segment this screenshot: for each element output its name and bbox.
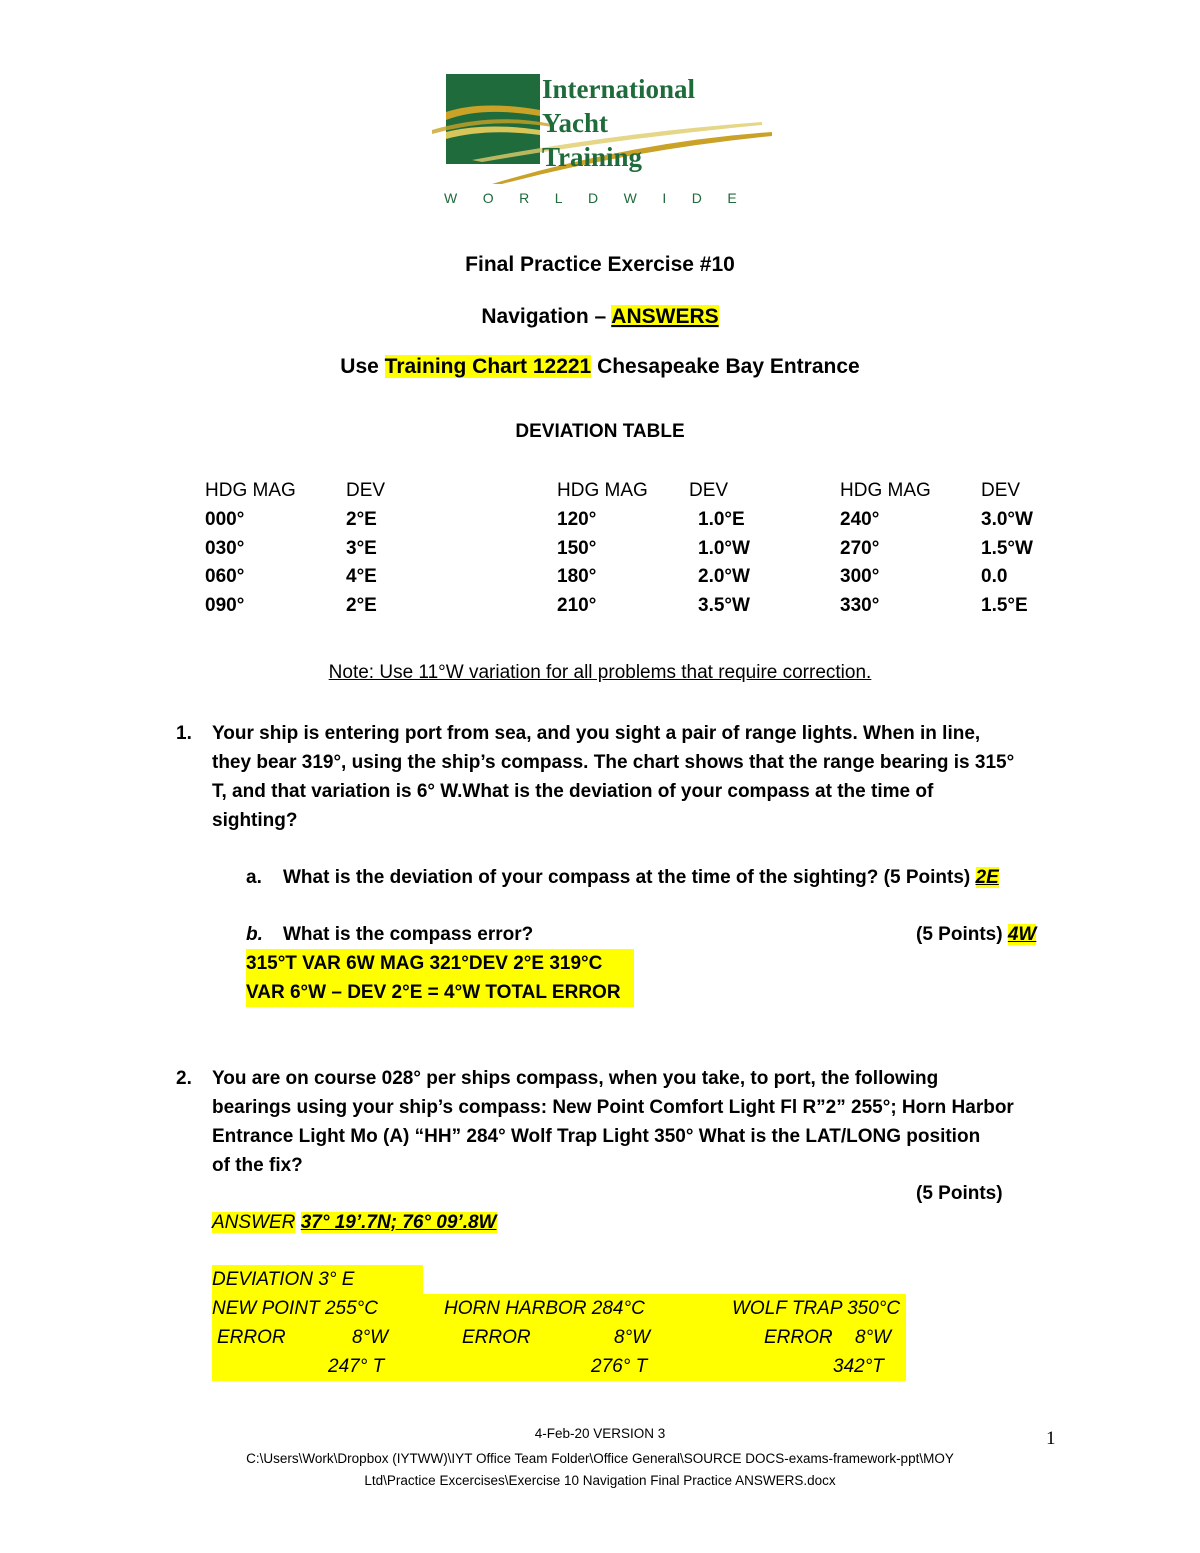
hdg-cell: 150° bbox=[557, 538, 597, 559]
logo-tagline: WORLDWIDE bbox=[444, 190, 763, 206]
question-2-points: (5 Points) bbox=[916, 1183, 1003, 1204]
dev-cell: 4°E bbox=[346, 566, 377, 587]
bearing-name: NEW POINT 255°C bbox=[212, 1298, 378, 1319]
question-1-text bbox=[212, 719, 1092, 835]
dev-header: DEV bbox=[981, 480, 1021, 501]
question-2-answer bbox=[212, 1208, 497, 1237]
variation-note: Note: Use 11°W variation for all problems that require correction. bbox=[328, 662, 872, 683]
bearing-name: HORN HARBOR 284°C bbox=[444, 1298, 645, 1319]
hdg-header: HDG MAG bbox=[205, 480, 296, 501]
bearing-name: WOLF TRAP 350°C bbox=[732, 1298, 901, 1319]
dev-cell: 2°E bbox=[346, 509, 377, 530]
question-2-line: bearings using your ship’s compass: New Point Comfort Light Fl R”2” 255°; Horn Harbor bbox=[212, 1097, 1014, 1118]
hdg-cell: 030° bbox=[205, 538, 245, 559]
dev-cell: 1.5°W bbox=[981, 538, 1033, 559]
question-1b-score bbox=[916, 920, 1036, 949]
question-2-line: You are on course 028° per ships compass, when you take, to port, the following bbox=[212, 1068, 939, 1089]
question-1-line: sighting? bbox=[212, 810, 298, 831]
question-1a-text: What is the deviation of your compass at the time of the sighting? bbox=[283, 867, 879, 888]
hdg-cell: 060° bbox=[205, 566, 245, 587]
true-bearing: 247° T bbox=[328, 1356, 385, 1377]
hdg-cell: 120° bbox=[557, 509, 597, 530]
deviation-table-title: DEVIATION TABLE bbox=[515, 421, 685, 442]
dev-cell: 3.5°W bbox=[698, 595, 750, 616]
dev-cell: 2.0°W bbox=[698, 566, 750, 587]
dev-cell: 1.0°W bbox=[698, 538, 750, 559]
hdg-cell: 330° bbox=[840, 595, 880, 616]
error-label: ERROR bbox=[462, 1327, 531, 1348]
answer-position: 37° 19’.7N; 76° 09’.8W bbox=[300, 1212, 497, 1233]
question-2-text bbox=[212, 1064, 1092, 1180]
question-1-number: 1. bbox=[176, 723, 192, 744]
hdg-cell: 270° bbox=[840, 538, 880, 559]
dev-cell: 3°E bbox=[346, 538, 377, 559]
hdg-cell: 180° bbox=[557, 566, 597, 587]
error-label: ERROR bbox=[217, 1327, 286, 1348]
footer-path-line-1: C:\Users\Work\Dropbox (IYTWW)\IYT Office Team Folder\Office General\SOURCE DOCS-exams-framework-ppt\MOY bbox=[246, 1451, 954, 1466]
chart-prefix: Use bbox=[340, 355, 385, 378]
page-subtitle bbox=[0, 305, 1200, 329]
question-1a-label: a. bbox=[246, 867, 262, 888]
answer-label: ANSWER bbox=[212, 1212, 296, 1233]
question-1-line: T, and that variation is 6° W.What is the deviation of your compass at the time of bbox=[212, 781, 934, 802]
error-label: ERROR bbox=[764, 1327, 833, 1348]
hdg-cell: 000° bbox=[205, 509, 245, 530]
question-1b-label: b. bbox=[246, 924, 263, 945]
question-1b-text: What is the compass error? bbox=[283, 924, 534, 945]
hdg-cell: 300° bbox=[840, 566, 880, 587]
chart-reference bbox=[0, 355, 1200, 379]
error-value: 8°W bbox=[352, 1327, 389, 1348]
dev-cell: 1.5°E bbox=[981, 595, 1028, 616]
page-title: Final Practice Exercise #10 bbox=[465, 253, 735, 276]
hdg-cell: 090° bbox=[205, 595, 245, 616]
company-logo bbox=[432, 72, 772, 212]
question-1a-points: (5 Points) bbox=[883, 867, 971, 888]
dev-header: DEV bbox=[689, 480, 729, 501]
question-1b-answer: 4W bbox=[1007, 924, 1037, 945]
true-bearing: 342°T bbox=[833, 1356, 884, 1377]
dev-cell: 2°E bbox=[346, 595, 377, 616]
question-1b-points: (5 Points) bbox=[916, 924, 1003, 945]
footer-version: 4-Feb-20 VERSION 3 bbox=[534, 1426, 666, 1441]
logo-line-training: Training bbox=[542, 142, 643, 172]
question-2-line: of the fix? bbox=[212, 1155, 303, 1176]
dev-header: DEV bbox=[346, 480, 386, 501]
hdg-header: HDG MAG bbox=[557, 480, 648, 501]
dev-cell: 0.0 bbox=[981, 566, 1008, 587]
true-bearing: 276° T bbox=[591, 1356, 648, 1377]
logo-line-international: International bbox=[542, 74, 696, 104]
logo-line-yacht: Yacht bbox=[542, 108, 608, 138]
hdg-cell: 210° bbox=[557, 595, 597, 616]
hdg-header: HDG MAG bbox=[840, 480, 931, 501]
footer-path-line-2: Ltd\Practice Excercises\Exercise 10 Navigation Final Practice ANSWERS.docx bbox=[364, 1473, 836, 1488]
dev-cell: 3.0°W bbox=[981, 509, 1033, 530]
chart-suffix: Chesapeake Bay Entrance bbox=[591, 355, 860, 378]
question-1a bbox=[283, 863, 999, 892]
question-1-work-line-2: VAR 6°W – DEV 2°E = 4°W TOTAL ERROR bbox=[246, 978, 634, 1007]
chart-number-highlight: Training Chart 12221 bbox=[384, 355, 592, 378]
error-value: 8°W bbox=[614, 1327, 651, 1348]
question-1a-answer: 2E bbox=[975, 867, 999, 888]
hdg-cell: 240° bbox=[840, 509, 880, 530]
question-1-work-line-1: 315°T VAR 6W MAG 321°DEV 2°E 319°C bbox=[246, 949, 634, 978]
question-1-line: they bear 319°, using the ship’s compass. The chart shows that the range bearing is 315° bbox=[212, 752, 1015, 773]
error-value: 8°W bbox=[855, 1327, 892, 1348]
question-2-number: 2. bbox=[176, 1068, 192, 1089]
question-2-deviation: DEVIATION 3° E bbox=[212, 1269, 355, 1290]
dev-cell: 1.0°E bbox=[698, 509, 745, 530]
question-1-line: Your ship is entering port from sea, and you sight a pair of range lights. When in line, bbox=[212, 723, 981, 744]
subtitle-prefix: Navigation – bbox=[481, 305, 612, 328]
page-number: 1 bbox=[1046, 1428, 1056, 1449]
question-2-line: Entrance Light Mo (A) “HH” 284° Wolf Trap Light 350° What is the LAT/LONG position bbox=[212, 1126, 981, 1147]
subtitle-answers-highlight: ANSWERS bbox=[611, 305, 719, 328]
